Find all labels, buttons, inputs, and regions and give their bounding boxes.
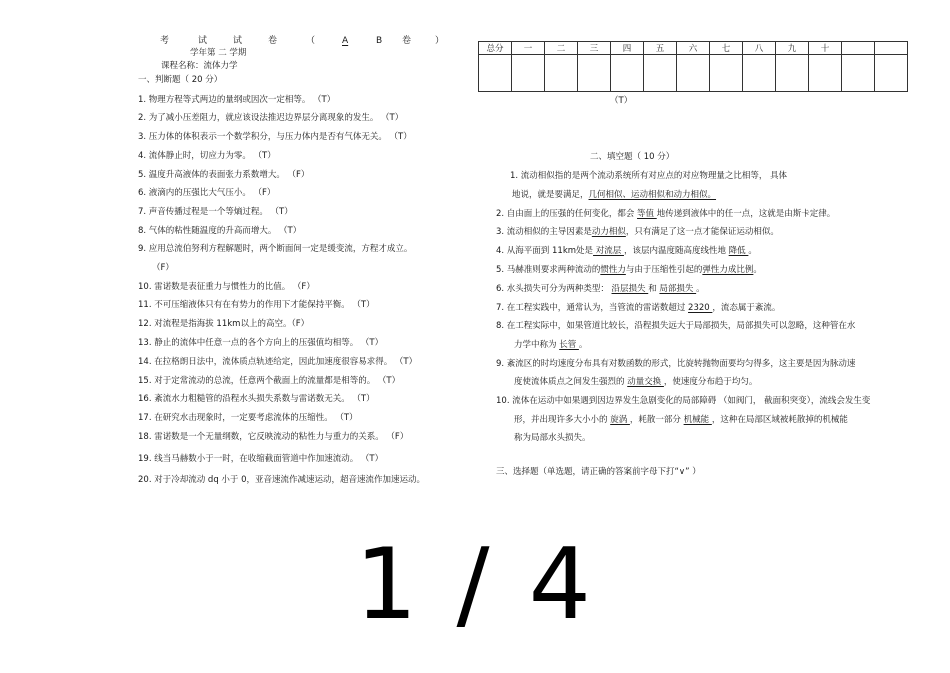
title-exam-a: A <box>342 36 349 46</box>
judge-item: 18. 雷诺数是一个无量纲数，它反映流动的粘性力与重力的关系。 （F） <box>138 432 409 442</box>
term-line: 学年第 二 学期 <box>190 48 247 58</box>
score-cell <box>809 55 842 92</box>
judge-item: 3. 压力体的体积表示一个数学积分，与压力体内是否有气体无关。 （T） <box>138 132 412 142</box>
fill-q9-line1: 9. 紊流区的时均速度分布具有对数函数的形式，比旋转抛物面要均匀得多，这主要是因为脉动速 <box>496 359 856 369</box>
score-cell <box>545 55 578 92</box>
judge-item: 1. 物理方程等式两边的量纲或因次一定相等。 （T） <box>138 95 336 105</box>
judge-item: 4. 流体静止时，切应力为零。 （T） <box>138 151 276 161</box>
score-header: 八 <box>743 42 776 55</box>
fill-q7: 7. 在工程实践中，通常认为，当管流的雷诺数超过 2320 ，流态属于紊流。 <box>496 303 781 313</box>
judge-item-answer: （F） <box>152 263 174 273</box>
score-cell <box>743 55 776 92</box>
fill-answer: 局部损失 <box>659 284 697 294</box>
judge-item: 15. 对于定常流动的总流，任意两个截面上的流量都是相等的。 （T） <box>138 376 401 386</box>
judge-item: 16. 紊流水力粗糙管的沿程水头损失系数与雷诺数无关。 （T） <box>138 394 375 404</box>
fill-q4: 4. 从海平面到 11km处是 对流层 ，该层内温度随高度线性地 降低 。 <box>496 246 757 256</box>
fill-answer: 动量交换 <box>627 377 664 387</box>
fill-answer: 惯性力 <box>600 265 626 275</box>
title-char: 卷 <box>402 36 412 46</box>
score-header: 七 <box>710 42 743 55</box>
judge-item: 10. 雷诺数是表征重力与惯性力的比值。 （F） <box>138 282 315 292</box>
judge-item: 5. 温度升高液体的表面张力系数增大。 （F） <box>138 170 310 180</box>
stray-mark: （T） <box>610 96 633 106</box>
fill-answer: 长管 <box>559 340 579 350</box>
judge-item: 9. 应用总流伯努利方程解题时，两个断面间一定是缓变流，方程才成立。 <box>138 244 413 254</box>
judge-item: 13. 静止的流体中任意一点的各个方向上的压强值均相等。 （T） <box>138 338 384 348</box>
fill-q3: 3. 流动相似的主导因素是动力相似，只有满足了这一点才能保证运动相似。 <box>496 227 779 237</box>
judge-heading: 一、判断题（ 20 分） <box>138 75 223 85</box>
choice-heading: 三、选择题（单选题，请正确的答案前字母下打“∨” ） <box>496 467 701 477</box>
judge-item: 6. 液滴内的压强比大气压小。 （F） <box>138 188 276 198</box>
score-cell <box>776 55 809 92</box>
score-header: 一 <box>512 42 545 55</box>
fill-q1-line2: 地说，就是要满足，几何相似、运动相似和动力相似。 <box>512 190 717 200</box>
score-header <box>875 42 908 55</box>
score-header: 二 <box>545 42 578 55</box>
fill-answer: 旋涡 <box>610 415 630 425</box>
fill-answer: 机械能 <box>683 415 712 425</box>
fill-q2: 2. 自由面上的压强的任何变化，都会 等值 地传递到液体中的任一点，这就是由斯卡定律。 <box>496 209 836 219</box>
score-cell <box>710 55 743 92</box>
score-header: 五 <box>644 42 677 55</box>
title-char: 考 <box>160 36 170 46</box>
judge-item: 2. 为了减小压差阻力，就应该设法推迟边界层分离现象的发生。 （T） <box>138 113 404 123</box>
fill-q8-line1: 8. 在工程实际中，如果管道比较长，沿程损失远大于局部损失，局部损失可以忽略，这种管在水 <box>496 321 856 331</box>
fill-q10-line1: 10. 流体在运动中如果遇到因边界发生急剧变化的局部障碍 （如阀门， 截面积突变），流线会发生变 <box>496 396 871 406</box>
score-cell <box>644 55 677 92</box>
score-cell <box>677 55 710 92</box>
fill-answer: 等值 <box>637 209 657 219</box>
fill-answer: 动力相似 <box>591 227 626 237</box>
score-cell <box>842 55 875 92</box>
title-char: B <box>376 36 383 46</box>
judge-item: 20. 对于冷却流动 dq 小于 0，亚音速流作减速运动，超音速流作加速运动。 <box>138 475 426 485</box>
score-cell <box>479 55 512 92</box>
score-cell <box>578 55 611 92</box>
fill-q10-line2: 形，并出现许多大小小的 旋涡 ，耗散一部分 机械能 ，这种在局部区域被耗散掉的机械能 <box>514 415 848 425</box>
fill-answer: 几何相似、运动相似和动力相似。 <box>588 190 717 200</box>
fill-q1-line1: 1. 流动相似指的是两个流动系统所有对应点的对应物理量之比相等， 具体 <box>510 171 788 181</box>
title-char: ） <box>435 36 445 46</box>
judge-item: 7. 声音传播过程是一个等熵过程。 （T） <box>138 207 293 217</box>
score-header: 九 <box>776 42 809 55</box>
judge-item: 12. 对流程是指海拔 11km以上的高空。（F） <box>138 319 310 329</box>
judge-item: 19. 线当马赫数小于一时，在收缩截面管道中作加速流动。 （T） <box>138 454 384 464</box>
score-header: 十 <box>809 42 842 55</box>
title-char: （ <box>306 36 316 46</box>
score-cell <box>875 55 908 92</box>
judge-item: 11. 不可压缩液体只有在有势力的作用下才能保持平衡。 （T） <box>138 300 375 310</box>
title-char: 卷 <box>268 36 278 46</box>
score-cell <box>512 55 545 92</box>
score-header: 六 <box>677 42 710 55</box>
fill-answer: 对流层 <box>593 246 624 256</box>
fill-answer: 沿层损失 <box>611 284 649 294</box>
title-char: 试 <box>233 36 243 46</box>
score-table <box>478 41 908 92</box>
page-indicator: 1 / 4 <box>354 528 596 642</box>
score-header: 总分 <box>479 42 512 55</box>
judge-item: 17. 在研究水击现象时，一定要考虑流体的压缩性。 （T） <box>138 413 358 423</box>
title-char: 试 <box>198 36 208 46</box>
score-header: 三 <box>578 42 611 55</box>
fill-q5: 5. 马赫准则要求两种流动的惯性力与由于压缩性引起的弹性力成比例。 <box>496 265 762 275</box>
fill-q10-line3: 称为局部水头损失。 <box>514 433 591 443</box>
judge-item: 14. 在拉格朗日法中，流体质点轨迹给定，因此加速度很容易求得。 （T） <box>138 357 418 367</box>
fill-q8-line2: 力学中称为 长管 。 <box>514 340 588 350</box>
fill-q9-line2: 度使流体质点之间发生强烈的 动量交换 ，使速度分布趋于均匀。 <box>514 377 758 387</box>
course-name: 课程名称：流体力学 <box>161 61 238 71</box>
fill-q6: 6. 水头损失可分为两种类型： 沿层损失 和 局部损失 。 <box>496 284 705 294</box>
score-cell <box>611 55 644 92</box>
score-header: 四 <box>611 42 644 55</box>
fill-answer: 降低 <box>728 246 749 256</box>
fill-answer: 弹性力成比例 <box>702 265 754 275</box>
judge-item: 8. 气体的粘性随温度的升高而增大。 （T） <box>138 226 302 236</box>
fill-answer: 2320 <box>688 303 713 313</box>
score-header <box>842 42 875 55</box>
fill-heading: 二、填空题（ 10 分） <box>590 152 675 162</box>
